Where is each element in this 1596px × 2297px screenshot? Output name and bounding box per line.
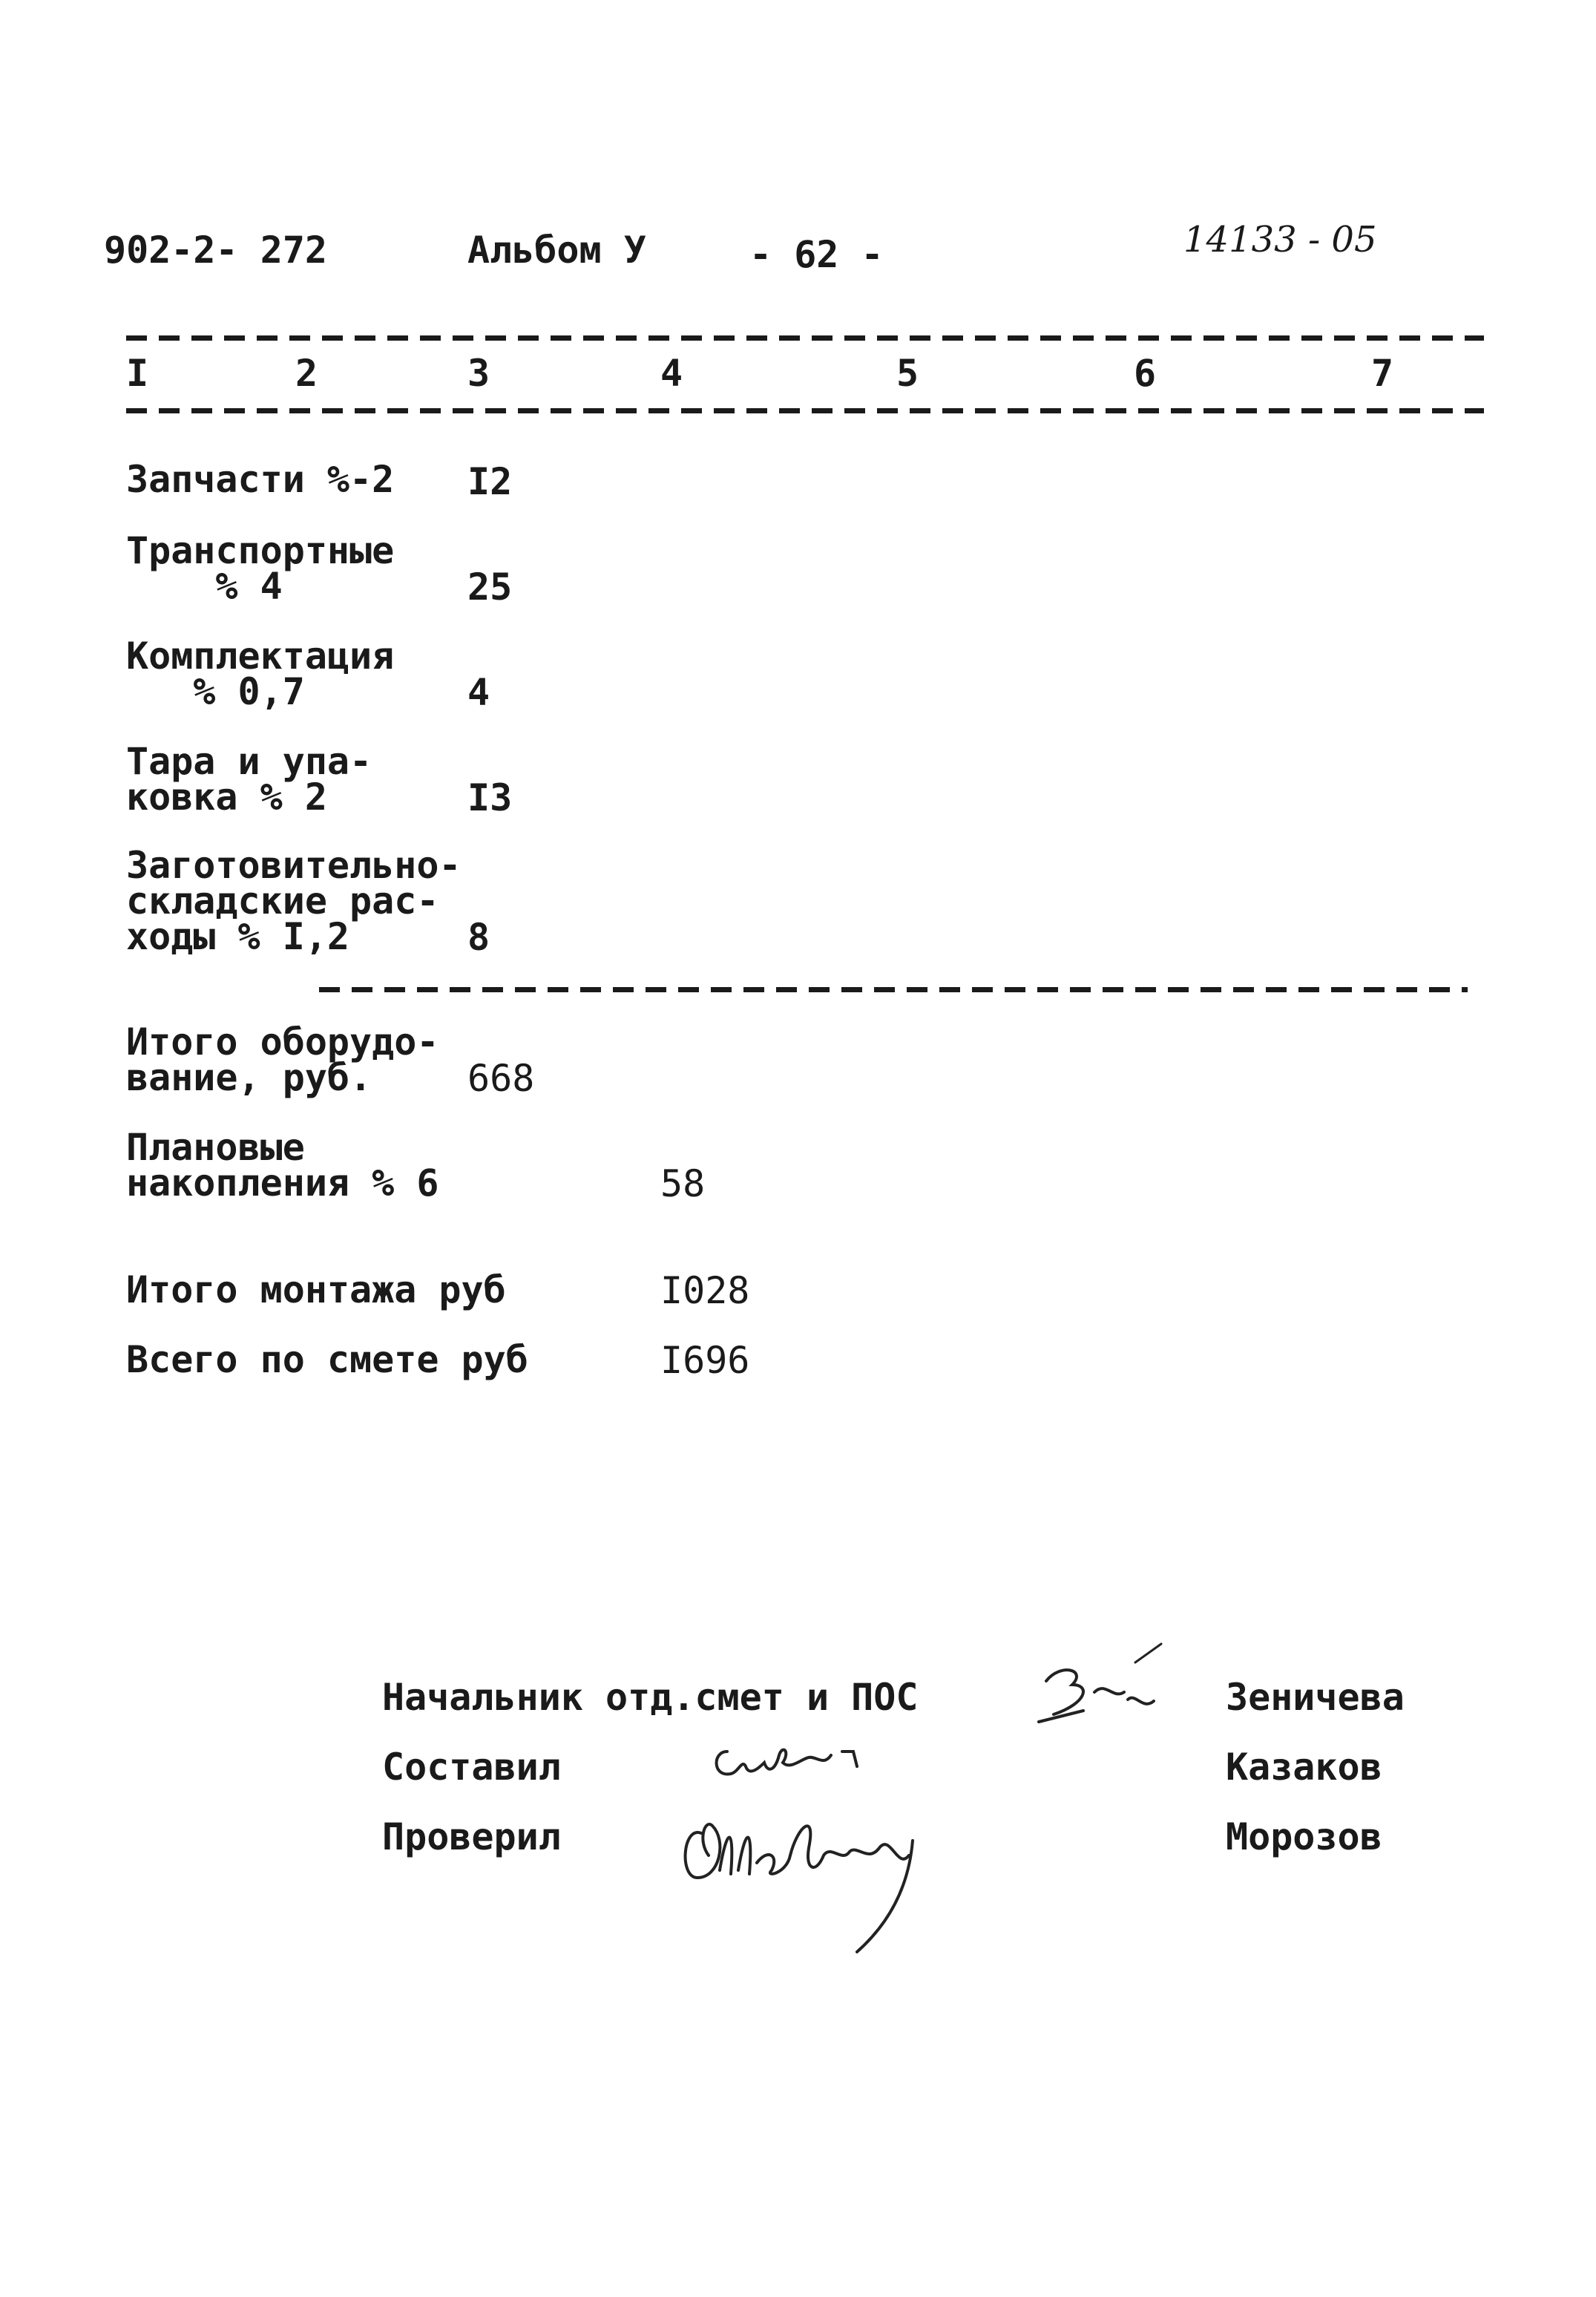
subtotal-rule (319, 987, 1468, 992)
row-value-col3: 25 (467, 566, 513, 609)
album-label: Альбом У (467, 229, 646, 272)
signature-name-checked: Морозов (1226, 1815, 1382, 1858)
row-label: Плановые накопления % 6 (126, 1126, 439, 1205)
row-label: Заготовительно- складские рас- ходы % I,2 (126, 844, 462, 958)
row-label: Транспортные % 4 (126, 529, 395, 608)
signature-name-compiled: Казаков (1226, 1746, 1382, 1789)
header-top-rule (126, 335, 1484, 341)
row-value-col3: 4 (467, 671, 490, 714)
row-value-col4: I696 (660, 1339, 750, 1382)
row-label: Тара и упа- ковка % 2 (126, 740, 372, 819)
signature-role-head: Начальник отд.смет и ПОС (382, 1676, 919, 1719)
page-number: - 62 - (749, 233, 884, 276)
column-header-6: 6 (1134, 352, 1157, 395)
row-label: Итого монтажа руб (126, 1268, 506, 1311)
header-bottom-rule (126, 408, 1484, 413)
document-number: 902-2- 272 (104, 229, 328, 272)
column-header-5: 5 (896, 352, 919, 395)
row-value-col3: 8 (467, 916, 490, 959)
column-header-4: 4 (660, 352, 683, 395)
column-header-1: I (126, 352, 149, 395)
signature-role-compiled: Составил (382, 1746, 561, 1789)
signature-mark-head (1031, 1640, 1180, 1744)
row-value-col3: I2 (467, 460, 513, 503)
signature-name-head: Зеничева (1226, 1676, 1405, 1719)
column-header-3: 3 (467, 352, 490, 395)
row-value-col4: 58 (660, 1162, 706, 1205)
signature-mark-compiled (705, 1722, 883, 1789)
row-value-col3: 668 (467, 1057, 535, 1100)
column-header-2: 2 (295, 352, 318, 395)
signature-role-checked: Проверил (382, 1815, 561, 1858)
handwritten-code: 14133 - 05 (1183, 219, 1377, 260)
row-label: Итого оборудо- вание, руб. (126, 1020, 439, 1099)
row-label: Всего по смете руб (126, 1338, 528, 1381)
signature-mark-checked (668, 1781, 935, 1959)
row-value-col4: I028 (660, 1269, 750, 1312)
row-label: Комплектация % 0,7 (126, 635, 395, 713)
column-header-7: 7 (1371, 352, 1394, 395)
row-value-col3: I3 (467, 776, 513, 819)
row-label: Запчасти %-2 (126, 458, 395, 501)
